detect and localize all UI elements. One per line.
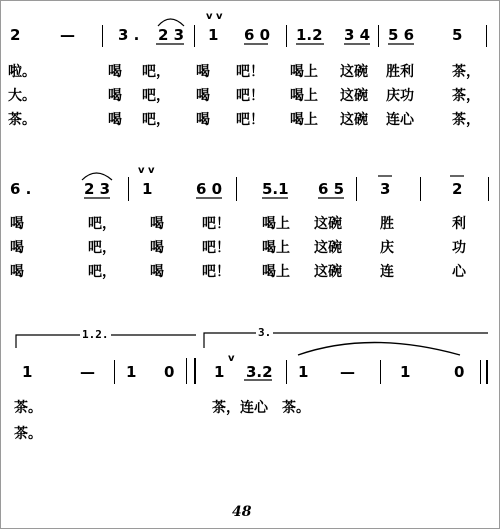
lyric: 啦。 [8, 64, 36, 80]
dash: — [80, 363, 95, 381]
note: 1 [298, 363, 309, 381]
lyric: 喝 [196, 88, 210, 104]
lyric: 吧！ [202, 240, 230, 256]
note: 2 [10, 26, 21, 44]
lyric: 茶， [452, 64, 480, 80]
lyric: 喝上 [290, 64, 318, 80]
lyric: 喝 [150, 264, 164, 280]
page-number: 48 [232, 504, 252, 520]
note: 1.2 [296, 26, 323, 44]
note: 0 [164, 363, 175, 381]
dash: — [60, 26, 75, 44]
note: 1 [142, 180, 153, 198]
breath-mark: v v [138, 165, 155, 176]
breath-mark: v v [206, 11, 223, 22]
double-barline [194, 358, 196, 384]
lyric: 吧， [88, 240, 116, 256]
note: 1 [214, 363, 225, 381]
lyric: 吧！ [202, 264, 230, 280]
note: 3 4 [344, 26, 371, 44]
lyric: 吧， [142, 88, 170, 104]
lyric: 吧！ [236, 88, 264, 104]
note: 1 [22, 363, 33, 381]
barline [286, 360, 287, 384]
lyric: 这碗 [314, 216, 342, 232]
lyric: 庆 [380, 240, 394, 256]
lyric: 茶， [452, 88, 480, 104]
lyric: 大。 [8, 88, 36, 104]
lyric: 喝 [10, 216, 24, 232]
note: 6 5 [318, 180, 345, 198]
final-barline [486, 360, 488, 384]
lyric: 喝上 [290, 112, 318, 128]
lyric: 胜 [380, 216, 394, 232]
barline [480, 360, 481, 384]
barline [114, 360, 115, 384]
note: 1 [208, 26, 219, 44]
lyric: 功 [452, 240, 466, 256]
lyric: 心 [452, 264, 466, 280]
note: 5 [452, 26, 463, 44]
lyric: 吧， [88, 264, 116, 280]
lyric: 喝 [108, 88, 122, 104]
lyric: 喝 [10, 264, 24, 280]
lyric: 茶。 [14, 426, 42, 442]
lyric: 这碗 [340, 88, 368, 104]
lyric: 茶， [452, 112, 480, 128]
breath-mark: v [228, 353, 235, 364]
lyric: 连 [380, 264, 394, 280]
barline [380, 360, 381, 384]
lyric: 这碗 [340, 112, 368, 128]
lyric: 吧！ [236, 112, 264, 128]
lyric: 吧！ [202, 216, 230, 232]
lyric: 这碗 [340, 64, 368, 80]
dash: — [340, 363, 355, 381]
volta-2-label: 3. [258, 326, 272, 339]
lyric: 喝 [108, 64, 122, 80]
volta-1-label: 1.2. [82, 328, 109, 341]
lyric: 庆功 [386, 88, 414, 104]
note: 1 [400, 363, 411, 381]
lyric: 喝 [150, 240, 164, 256]
lyric: 喝 [150, 216, 164, 232]
note: 2 3 [84, 180, 111, 198]
lyric: 胜利 [386, 64, 414, 80]
note: 5.1 [262, 180, 289, 198]
lyric: 连心 [386, 112, 414, 128]
lyric: 利 [452, 216, 466, 232]
note: 3.2 [246, 363, 273, 381]
lyric: 喝上 [262, 240, 290, 256]
note: 6 . [10, 180, 32, 198]
note: 3 . [118, 26, 140, 44]
lyric: 吧！ [236, 64, 264, 80]
lyric: 吧， [88, 216, 116, 232]
lyric: 茶。 [14, 400, 42, 416]
note: 3 [380, 180, 391, 198]
lyric: 吧， [142, 64, 170, 80]
lyric: 喝上 [290, 88, 318, 104]
note: 2 3 [158, 26, 185, 44]
lyric: 喝 [10, 240, 24, 256]
lyric: 喝 [108, 112, 122, 128]
lyric: 这碗 [314, 264, 342, 280]
lyric: 喝上 [262, 264, 290, 280]
lyric: 喝 [196, 112, 210, 128]
note: 0 [454, 363, 465, 381]
lyric: 吧， [142, 112, 170, 128]
note: 5 6 [388, 26, 415, 44]
lyric: 喝 [196, 64, 210, 80]
barline [186, 358, 187, 384]
lyric: 这碗 [314, 240, 342, 256]
note: 6 0 [196, 180, 223, 198]
note: 2 [452, 180, 463, 198]
lyric: 喝上 [262, 216, 290, 232]
lyric: 茶。 [8, 112, 36, 128]
note: 1 [126, 363, 137, 381]
note: 6 0 [244, 26, 271, 44]
lyric: 茶，连心 茶。 [212, 400, 310, 416]
